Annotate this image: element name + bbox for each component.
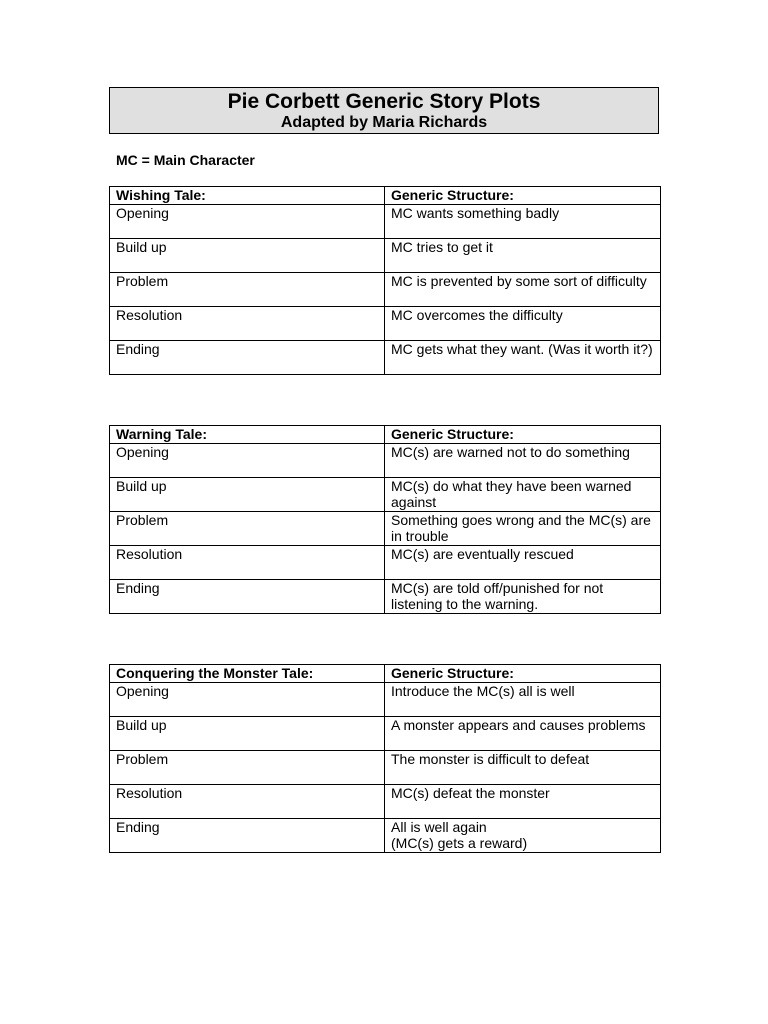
description-cell: MC overcomes the difficulty	[385, 307, 661, 341]
stage-cell: Build up	[110, 717, 385, 751]
stage-cell: Opening	[110, 205, 385, 239]
description-cell	[385, 819, 661, 853]
description-cell: Something goes wrong and the MC(s) are in trouble	[385, 512, 661, 546]
mc-definition-note: MC = Main Character	[116, 152, 255, 168]
monster-tale-table	[109, 664, 661, 853]
table-row	[110, 751, 661, 785]
table-row	[110, 273, 661, 307]
description-line-2: (MC(s) gets a reward)	[391, 835, 528, 851]
description-cell: MC(s) are told off/punished for not listening to the warning.	[385, 580, 661, 614]
table-row	[110, 512, 661, 546]
structure-heading: Generic Structure:	[385, 665, 661, 683]
stage-cell: Problem	[110, 512, 385, 546]
tale-heading: Conquering the Monster Tale:	[110, 665, 385, 683]
tale-heading: Warning Tale:	[110, 426, 385, 444]
table-row	[110, 478, 661, 512]
warning-tale-table	[109, 425, 661, 614]
table-header-row	[110, 665, 661, 683]
table-row	[110, 205, 661, 239]
description-line: All is well again	[391, 819, 487, 835]
description-cell: MC(s) do what they have been warned against	[385, 478, 661, 512]
wishing-tale-table	[109, 186, 661, 375]
table-header-row	[110, 187, 661, 205]
table-row	[110, 683, 661, 717]
description-cell: MC wants something badly	[385, 205, 661, 239]
table-row	[110, 785, 661, 819]
description-cell: The monster is difficult to defeat	[385, 751, 661, 785]
stage-cell: Problem	[110, 751, 385, 785]
description-cell: MC(s) defeat the monster	[385, 785, 661, 819]
stage-cell: Resolution	[110, 546, 385, 580]
table-row	[110, 239, 661, 273]
description-cell: A monster appears and causes problems	[385, 717, 661, 751]
structure-heading: Generic Structure:	[385, 426, 661, 444]
stage-cell: Opening	[110, 683, 385, 717]
description-cell: MC(s) are warned not to do something	[385, 444, 661, 478]
table-row	[110, 444, 661, 478]
table-row	[110, 819, 661, 853]
stage-cell: Ending	[110, 819, 385, 853]
table-row	[110, 341, 661, 375]
stage-cell: Opening	[110, 444, 385, 478]
structure-heading: Generic Structure:	[385, 187, 661, 205]
page-title: Pie Corbett Generic Story Plots	[227, 90, 541, 113]
title-box	[109, 87, 659, 134]
tale-heading: Wishing Tale:	[110, 187, 385, 205]
description-cell: MC(s) are eventually rescued	[385, 546, 661, 580]
stage-cell: Build up	[110, 478, 385, 512]
table-row	[110, 580, 661, 614]
stage-cell: Problem	[110, 273, 385, 307]
stage-cell: Build up	[110, 239, 385, 273]
stage-cell: Ending	[110, 341, 385, 375]
page-subtitle: Adapted by Maria Richards	[280, 114, 488, 131]
stage-cell: Resolution	[110, 785, 385, 819]
table-row	[110, 307, 661, 341]
stage-cell: Resolution	[110, 307, 385, 341]
table-row	[110, 717, 661, 751]
description-cell: Introduce the MC(s) all is well	[385, 683, 661, 717]
table-header-row	[110, 426, 661, 444]
description-cell: MC gets what they want. (Was it worth it?)	[385, 341, 661, 375]
stage-cell: Ending	[110, 580, 385, 614]
description-cell: MC tries to get it	[385, 239, 661, 273]
description-cell: MC is prevented by some sort of difficulty	[385, 273, 661, 307]
table-row	[110, 546, 661, 580]
